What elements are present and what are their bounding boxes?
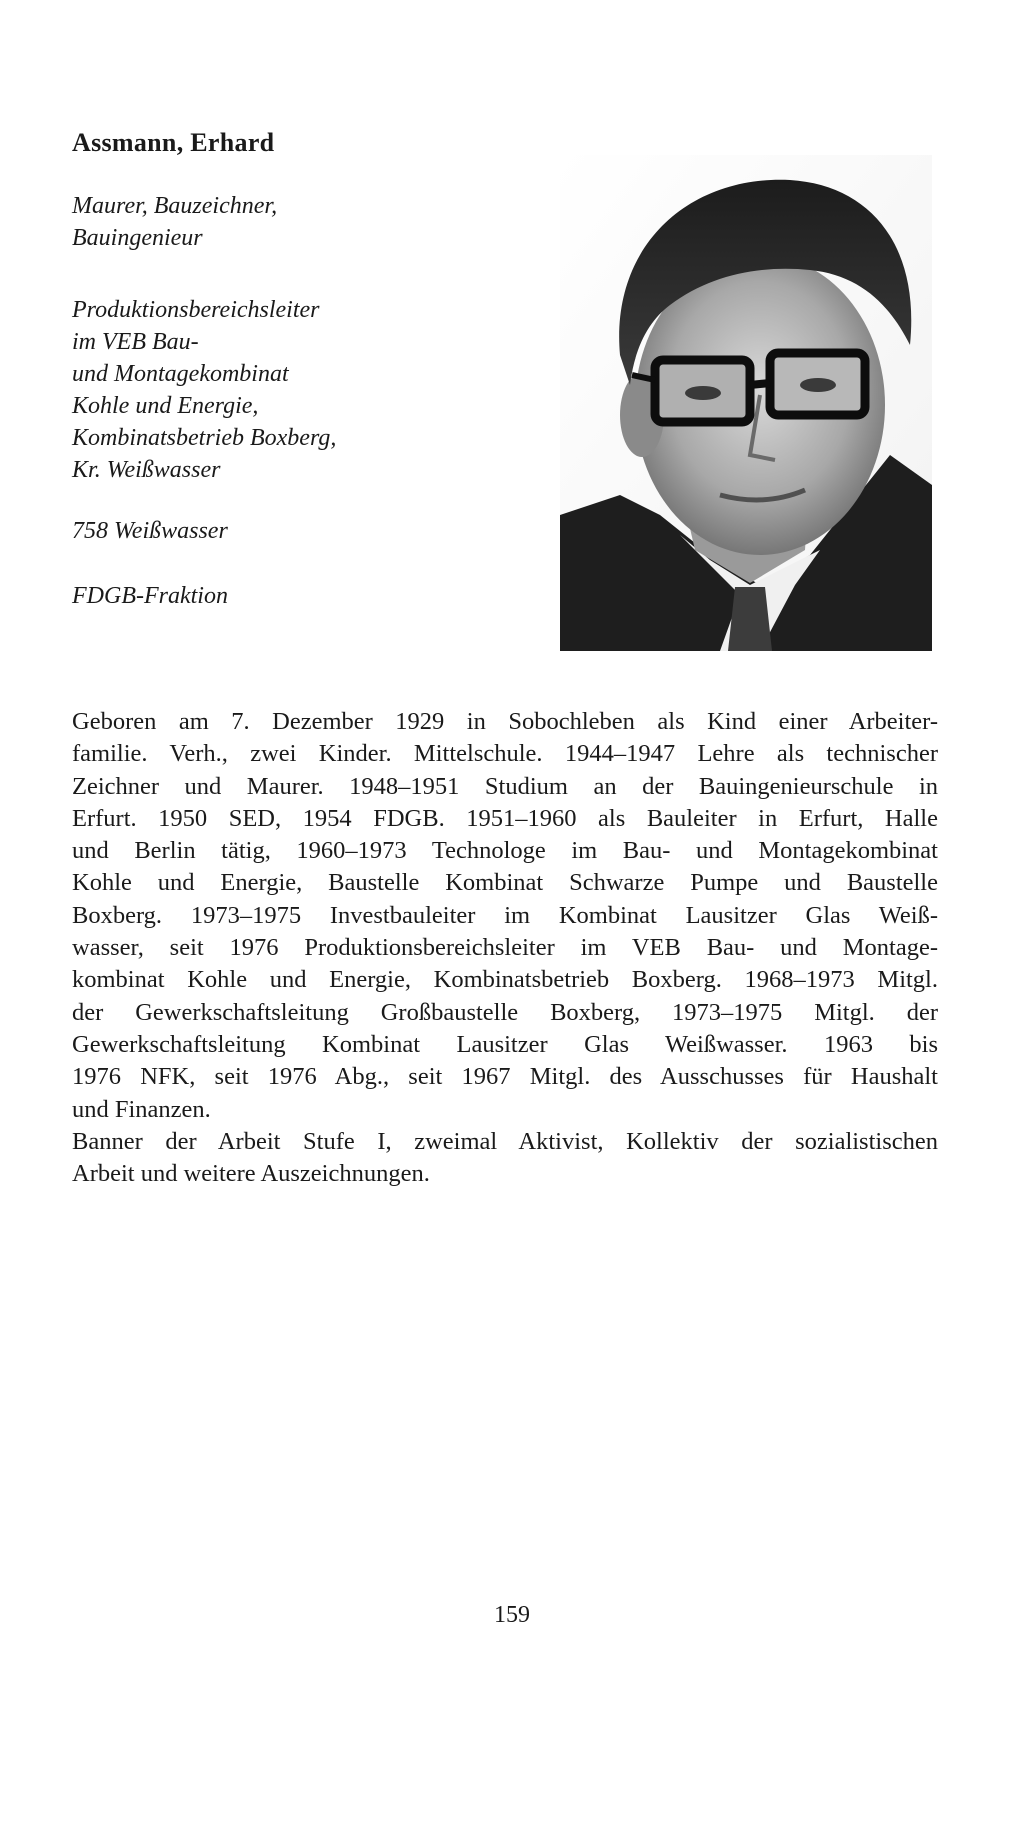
position-line: und Montagekombinat — [72, 361, 289, 387]
portrait-photo — [560, 155, 932, 651]
biography-line: familie. Verh., zwei Kinder. Mittelschule. 1944–1947 Lehre als technischer — [72, 740, 938, 768]
biography-line: Erfurt. 1950 SED, 1954 FDGB. 1951–1960 als Bauleiter in Erfurt, Halle — [72, 804, 938, 832]
occupation-line: Maurer, Bauzeichner, — [72, 193, 278, 219]
biography-line: kombinat Kohle und Energie, Kombinatsbetrieb Boxberg. 1968–1973 Mitgl. — [72, 966, 938, 994]
biography — [72, 706, 938, 1190]
faction: FDGB-Fraktion — [72, 583, 228, 609]
current-position — [72, 294, 336, 486]
entry-name: Assmann, Erhard — [72, 128, 275, 157]
position-line: Kohle und Energie, — [72, 393, 259, 419]
position-line: Produktionsbereichsleiter — [72, 297, 320, 323]
biography-line: Gewerkschaftsleitung Kombinat Lausitzer Glas Weißwasser. 1963 bis — [72, 1030, 938, 1058]
biography-line: Zeichner und Maurer. 1948–1951 Studium an der Bauingenieurschule in — [72, 772, 938, 800]
biography-line: und Berlin tätig, 1960–1973 Technologe im Bau- und Montagekombinat — [72, 837, 938, 865]
occupation-line: Bauingenieur — [72, 225, 203, 251]
biography-line: und Finanzen. — [72, 1095, 211, 1123]
biography-line: Geboren am 7. Dezember 1929 in Sobochleben als Kind einer Arbeiter- — [72, 708, 938, 735]
biography-line: wasser, seit 1976 Produktionsbereichsleiter im VEB Bau- und Montage- — [72, 934, 938, 962]
position-line: Kombinatsbetrieb Boxberg, — [72, 425, 337, 451]
postal-address: 758 Weißwasser — [72, 518, 228, 544]
position-line: Kr. Weißwasser — [72, 457, 221, 483]
biography-line: Kohle und Energie, Baustelle Kombinat Schwarze Pumpe und Baustelle — [72, 869, 938, 897]
position-line: im VEB Bau- — [72, 329, 199, 355]
biography-line: Boxberg. 1973–1975 Investbauleiter im Kombinat Lausitzer Glas Weiß- — [72, 901, 938, 929]
portrait-image — [560, 155, 932, 651]
biography-line: der Gewerkschaftsleitung Großbaustelle Boxberg, 1973–1975 Mitgl. der — [72, 998, 938, 1026]
occupation — [72, 190, 277, 254]
awards-line: Banner der Arbeit Stufe I, zweimal Aktivist, Kollektiv der sozialistischen — [72, 1127, 938, 1155]
page-number: 159 — [494, 1602, 530, 1628]
biography-line: 1976 NFK, seit 1976 Abg., seit 1967 Mitgl. des Ausschusses für Haushalt — [72, 1063, 938, 1091]
awards-line: Arbeit und weitere Auszeichnungen. — [72, 1160, 430, 1188]
